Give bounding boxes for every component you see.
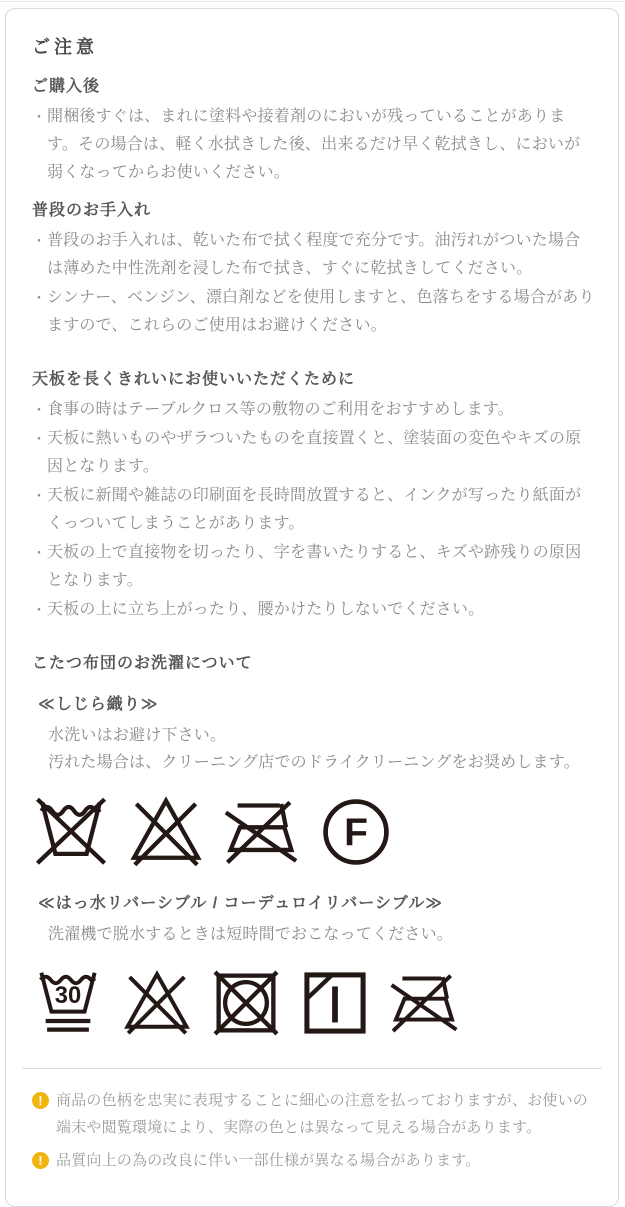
footnote-divider	[22, 1068, 602, 1069]
list-item-text: 食事の時はテーブルクロス等の敷物のご利用をおすすめします。	[47, 401, 514, 418]
dry-clean-f-icon	[317, 792, 395, 872]
do-not-iron-icon	[388, 964, 460, 1042]
list-item	[32, 284, 596, 340]
bullet-marker: ・	[32, 402, 47, 418]
list-item-text: 天板の上で直接物を切ったり、字を書いたりすると、キズや跡残りの原因となります。	[47, 544, 582, 589]
list-item	[32, 103, 596, 187]
dry-clean-letter: F	[344, 811, 368, 855]
do-not-iron-icon	[222, 792, 300, 872]
bullet-marker: ・	[32, 431, 47, 447]
list-item-text: 天板に熱いものやザラついたものを直接置くと、塗装面の変色やキズの原因となります。	[47, 430, 582, 475]
bullet-marker: ・	[32, 233, 47, 249]
list-item-text: 天板の上に立ち上がったり、腰かけたりしないでください。	[47, 601, 485, 618]
footnote-text: 品質向上の為の改良に伴い一部仕様が異なる場合があります。	[56, 1152, 481, 1169]
list-item-text: 普段のお手入れは、乾いた布で拭く程度で充分です。油汚れがついた場合は薄めた中性洗剤を浸した布で拭き、すぐに乾拭きしてください。	[47, 232, 581, 277]
laundry-group-name: ≪はっ水リバーシブル / コーデュロイリバーシブル≫	[38, 895, 443, 912]
care-symbol-row-shijira	[32, 792, 596, 872]
laundry-group-note: 水洗いはお避け下さい。	[48, 727, 227, 744]
laundry-group-name: ≪しじら織り≫	[38, 696, 159, 713]
machine-wash-30-gentle-icon	[32, 964, 104, 1042]
laundry-group-note: 汚れた場合は、クリーニング店でのドライクリーニングをお奨めします。	[48, 754, 580, 771]
bullet-marker: ・	[32, 109, 47, 125]
list-item	[32, 482, 596, 538]
do-not-bleach-icon	[121, 964, 193, 1042]
section-heading-tabletop: 天板を長くきれいにお使いいただくために	[32, 371, 356, 388]
bullet-marker: ・	[32, 545, 47, 561]
bullet-marker: ・	[32, 602, 47, 618]
list-item-text: シンナー、ベンジン、漂白剤などを使用しますと、色落ちをする場合がありますので、これらのご使用はお避けください。	[47, 289, 595, 334]
section-heading-daily-care: 普段のお手入れ	[32, 202, 152, 219]
care-notice-card	[5, 8, 619, 1207]
section-heading-futon-washing: こたつ布団のお洗濯について	[32, 655, 253, 672]
list-item	[32, 539, 596, 595]
do-not-tumble-dry-icon	[210, 964, 282, 1042]
list-item	[32, 425, 596, 481]
bullet-marker: ・	[32, 488, 47, 504]
wash-temperature-label: 30	[54, 982, 82, 1009]
bullet-marker: ・	[32, 290, 47, 306]
section-heading-after-purchase: ご購入後	[32, 78, 101, 95]
laundry-group-note: 洗濯機で脱水するときは短時間でおこなってください。	[48, 926, 454, 943]
care-symbol-row-reversible	[32, 964, 596, 1042]
list-item-text: 開梱後すぐは、まれに塗料や接着剤のにおいが残っていることがあります。その場合は、軽く水拭きした後、出来るだけ早く乾拭きし、においが弱くなってからお使いください。	[47, 108, 581, 181]
footnote-item	[32, 1087, 596, 1141]
laundry-group-reversible	[38, 890, 596, 948]
footnote-text: 商品の色柄を忠実に表現することに細心の注意を払っておりますが、お使いの端末や閲覧環境により、実際の色とは異なって見える場合があります。	[56, 1092, 589, 1136]
do-not-wash-icon	[32, 792, 110, 872]
list-item-text: 天板に新聞や雑誌の印刷面を長時間放置すると、インクが写ったり紙面がくっついてしまうことがあります。	[47, 487, 582, 532]
page-title: ご注意	[32, 37, 98, 57]
alert-icon: !	[32, 1152, 49, 1169]
hang-dry-shade-icon	[299, 964, 371, 1042]
do-not-bleach-icon	[127, 792, 205, 872]
page-top-divider	[0, 1, 625, 2]
laundry-group-shijira	[38, 691, 596, 776]
alert-icon: !	[32, 1092, 49, 1109]
footnote-item	[32, 1147, 596, 1174]
list-item	[32, 227, 596, 283]
list-item	[32, 596, 596, 624]
list-item	[32, 396, 596, 424]
